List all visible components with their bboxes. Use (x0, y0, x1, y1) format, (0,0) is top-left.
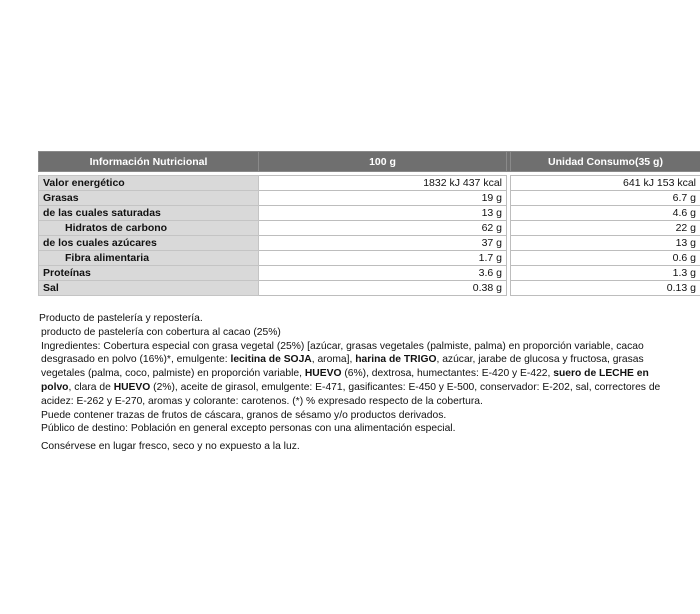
nutrient-name: Grasas (39, 191, 259, 206)
allergen-egg: HUEVO (113, 381, 151, 393)
ingredients-list (39, 340, 669, 409)
header-per-unit: Unidad Consumo(35 g) (511, 152, 700, 172)
nutrient-name: de las cuales saturadas (39, 206, 259, 221)
value-per-100g: 19 g (259, 191, 507, 206)
ingredients-text: Ingredientes: Cobertura especial con grasa vegetal (25%) [azúcar, grasas vegetales (palmiste, palma) en proporción variable, cacao desgrasado en polvo (16%)*, emulgente: (41, 340, 644, 366)
storage-instructions: Consérvese en lugar fresco, seco y no expuesto a la luz. (41, 441, 300, 453)
nutrient-name: Fibra alimentaria (39, 251, 259, 266)
value-per-100g: 3.6 g (259, 266, 507, 281)
value-per-100g: 62 g (259, 221, 507, 236)
nutrient-name: de los cuales azúcares (39, 236, 259, 251)
allergen-soy: lecitina de SOJA (230, 354, 312, 366)
ingredients-text: (6%), dextrosa, humectantes: E-420 y E-422, (341, 368, 554, 380)
allergen-egg: HUEVO (304, 368, 342, 380)
nutrient-name: Proteínas (39, 266, 259, 281)
table-row (39, 236, 700, 251)
nutrient-name: Hidratos de carbono (39, 221, 259, 236)
value-per-100g: 13 g (259, 206, 507, 221)
value-per-unit: 0.13 g (511, 281, 700, 296)
product-description (39, 312, 669, 454)
value-per-unit: 6.7 g (511, 191, 700, 206)
value-per-100g: 1.7 g (259, 251, 507, 266)
value-per-unit: 13 g (511, 236, 700, 251)
table-row (39, 281, 700, 296)
table-row (39, 266, 700, 281)
value-per-100g: 37 g (259, 236, 507, 251)
nutrient-name: Sal (39, 281, 259, 296)
value-per-unit: 641 kJ 153 kcal (511, 176, 700, 191)
table-row (39, 191, 700, 206)
target-public: Público de destino: Población en general excepto personas con una alimentación especial. (41, 423, 456, 435)
table-row (39, 221, 700, 236)
ingredients-text: , aroma], (311, 354, 356, 366)
table-row (39, 206, 700, 221)
value-per-100g: 0.38 g (259, 281, 507, 296)
ingredients-text: (2%), aceite de girasol, emulgente: E-471, gasificantes: E-450 y E-500, conservador: E-202, sal, correctores de acidez: E-262 y E-270, aromas y colorante: carotenos. (*) % expresado respecto de la cobertura. (41, 381, 661, 407)
table-row (39, 176, 700, 191)
allergen-milk: suero de LECHE en polvo (41, 368, 649, 393)
value-per-unit: 4.6 g (511, 206, 700, 221)
value-per-100g: 1832 kJ 437 kcal (259, 176, 507, 191)
nutrition-table (38, 151, 700, 296)
product-legal-name: producto de pastelería con cobertura al cacao (25%) (41, 326, 281, 338)
traces-warning: Puede contener trazas de frutos de cáscara, granos de sésamo y/o productos derivados. (41, 409, 447, 421)
value-per-unit: 1.3 g (511, 266, 700, 281)
value-per-unit: 0.6 g (511, 251, 700, 266)
header-per-100g: 100 g (259, 152, 507, 172)
ingredients-text: , azúcar, jarabe de glucosa y fructosa, grasas vegetales (palma, coco, palmiste) en proporción variable, (41, 354, 644, 380)
nutrient-name: Valor energético (39, 176, 259, 191)
table-header-row (39, 152, 700, 172)
value-per-unit: 22 g (511, 221, 700, 236)
table-row (39, 251, 700, 266)
product-category: Producto de pastelería y repostería. (39, 313, 203, 324)
allergen-wheat: harina de TRIGO (355, 354, 437, 366)
header-nutrition-info: Información Nutricional (39, 152, 259, 172)
ingredients-text: , clara de (68, 381, 114, 393)
